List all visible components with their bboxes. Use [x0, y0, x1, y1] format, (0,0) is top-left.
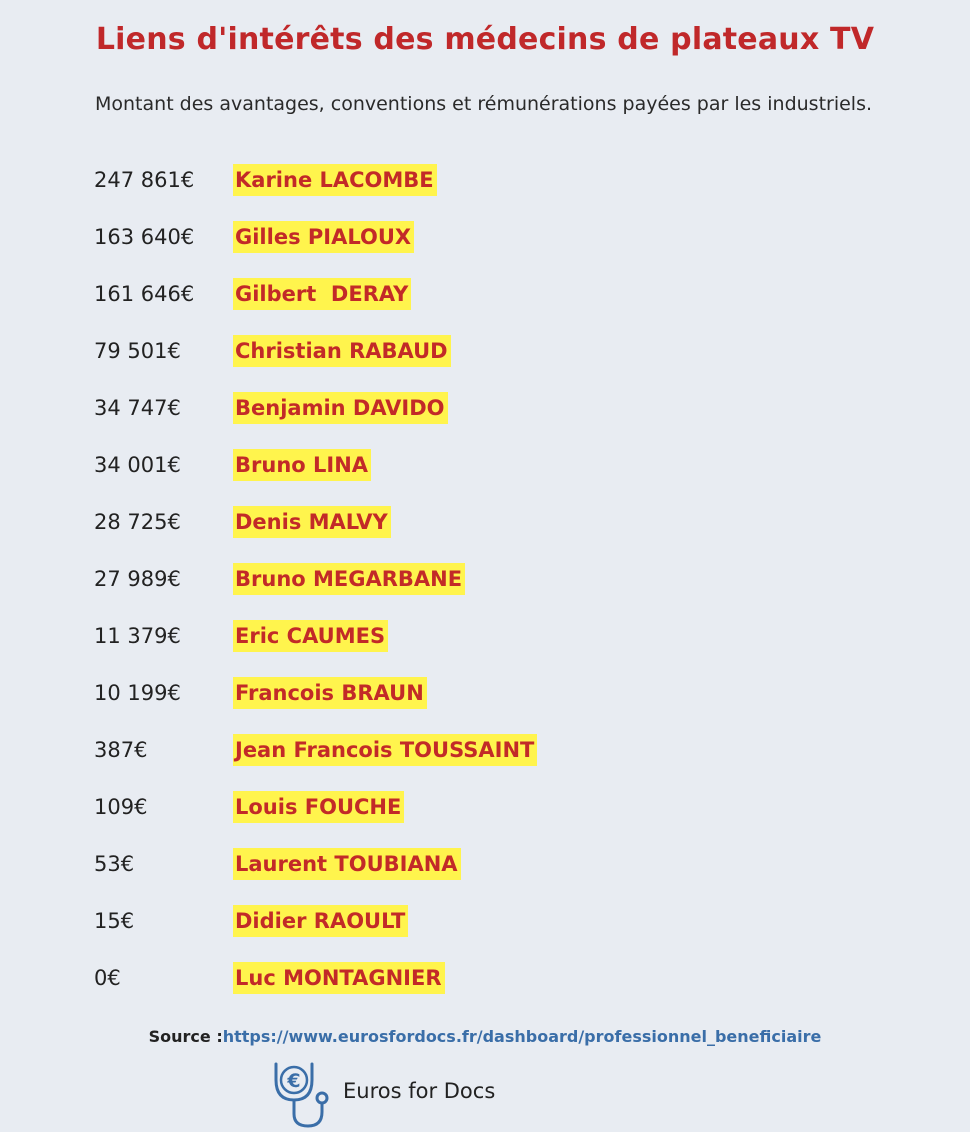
source-line [0, 1027, 970, 1046]
doctor-name: Luc MONTAGNIER [233, 962, 445, 994]
amount-value: 27 989€ [94, 567, 181, 591]
source-link[interactable]: https://www.eurosfordocs.fr/dashboard/professionnel_beneficiaire [222, 1027, 822, 1046]
amount-value: 247 861€ [94, 168, 195, 192]
doctor-name: Laurent TOUBIANA [233, 848, 461, 880]
list-item [0, 958, 970, 998]
amount-value: 15€ [94, 909, 135, 933]
doctor-name: Gilbert DERAY [233, 278, 411, 310]
list-item [0, 160, 970, 200]
doctor-name: Eric CAUMES [233, 620, 388, 652]
amount-value: 10 199€ [94, 681, 181, 705]
list-item [0, 901, 970, 941]
amount-value: 11 379€ [94, 624, 181, 648]
list-item [0, 673, 970, 713]
page-subtitle: Montant des avantages, conventions et rémunérations payées par les industriels. [95, 93, 873, 115]
list-item [0, 559, 970, 599]
list-item [0, 331, 970, 371]
list-item [0, 787, 970, 827]
amount-value: 161 646€ [94, 282, 195, 306]
list-item [0, 730, 970, 770]
logo-text: Euros for Docs [343, 1079, 496, 1103]
doctor-name: Denis MALVY [233, 506, 391, 538]
list-item [0, 388, 970, 428]
euro-symbol: € [287, 1070, 301, 1092]
stethoscope-euro-icon [268, 1058, 348, 1132]
amount-value: 387€ [94, 738, 148, 762]
list-item [0, 844, 970, 884]
doctor-name: Gilles PIALOUX [233, 221, 414, 253]
amount-value: 34 001€ [94, 453, 181, 477]
doctor-name: Francois BRAUN [233, 677, 427, 709]
list-item [0, 445, 970, 485]
doctor-name: Louis FOUCHE [233, 791, 404, 823]
doctor-name: Christian RABAUD [233, 335, 451, 367]
doctor-name: Bruno MEGARBANE [233, 563, 465, 595]
doctor-name: Karine LACOMBE [233, 164, 437, 196]
amount-value: 28 725€ [94, 510, 181, 534]
doctor-name: Bruno LINA [233, 449, 371, 481]
amount-value: 79 501€ [94, 339, 181, 363]
doctor-name: Didier RAOULT [233, 905, 408, 937]
amount-value: 53€ [94, 852, 135, 876]
list-item [0, 274, 970, 314]
list-item [0, 502, 970, 542]
list-item [0, 616, 970, 656]
amount-value: 0€ [94, 966, 121, 990]
page-title: Liens d'intérêts des médecins de plateaux TV [95, 22, 875, 57]
list-item [0, 217, 970, 257]
doctor-name: Benjamin DAVIDO [233, 392, 448, 424]
doctor-name: Jean Francois TOUSSAINT [233, 734, 537, 766]
amount-value: 163 640€ [94, 225, 195, 249]
amount-value: 109€ [94, 795, 148, 819]
source-label: Source : [148, 1027, 223, 1046]
amount-value: 34 747€ [94, 396, 181, 420]
